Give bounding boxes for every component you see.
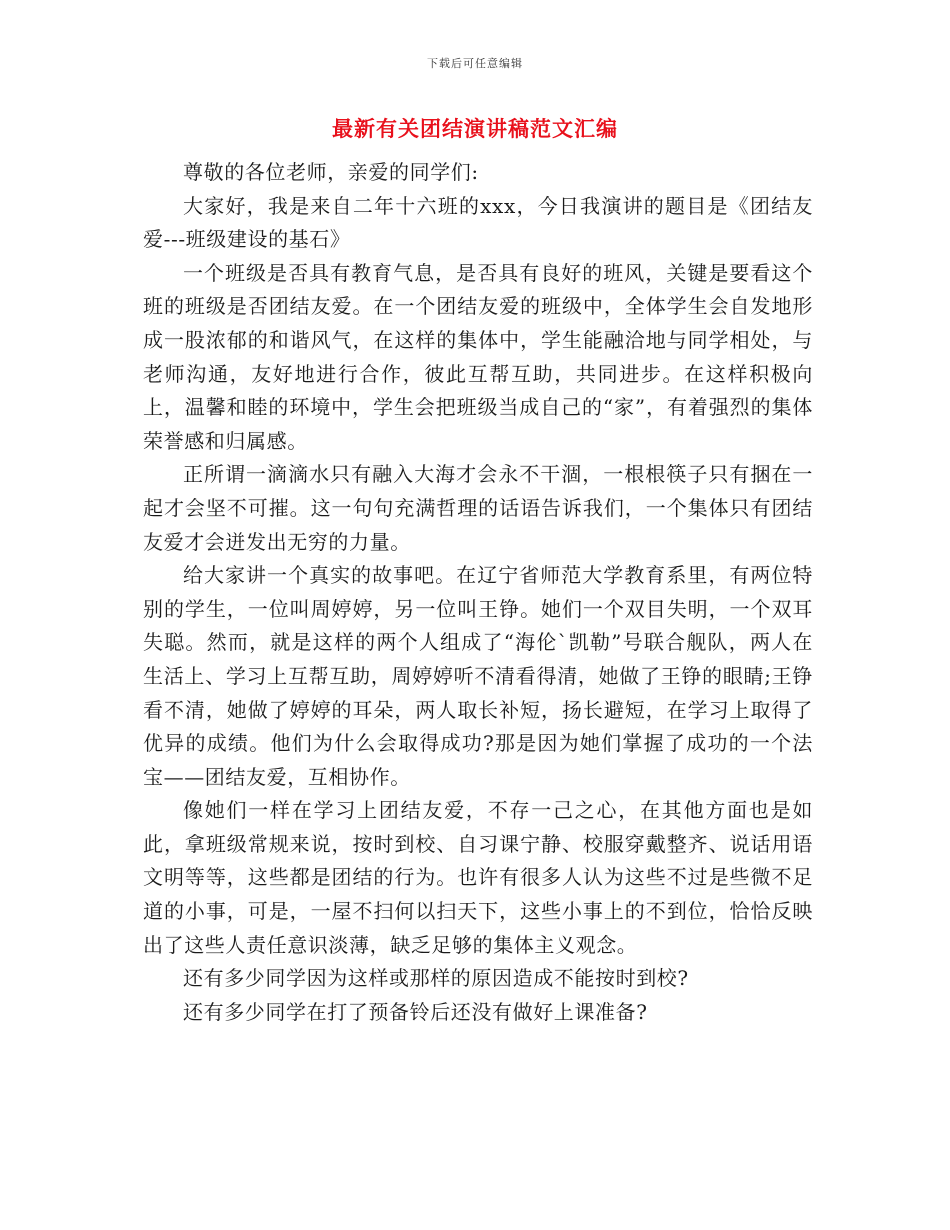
paragraph: 一个班级是否具有教育气息，是否具有良好的班风，关键是要看这个班的班级是否团结友爱。在一个团结友爱的班级中，全体学生会自发地形成一股浓郁的和谐风气，在这样的集体中，学生能融洽地与同学相处，与老师沟通，友好地进行合作，彼此互帮互助，共同进步。在这样积极向上，温馨和睦的环境中，学生会把班级当成自己的“家”，有着强烈的集体荣誉感和归属感。 — [143, 260, 813, 453]
header-note: 下载后可任意编辑 — [427, 57, 523, 70]
paragraph: 还有多少同学在打了预备铃后还没有做好上课准备? — [183, 999, 648, 1024]
paragraph: 正所谓一滴滴水只有融入大海才会永不干涸，一根根筷子只有捆在一起才会坚不可摧。这一句句充满哲理的话语告诉我们，一个集体只有团结友爱才会迸发出无穷的力量。 — [143, 462, 813, 554]
paragraph-greeting: 大家好，我是来自二年十六班的xxx，今日我演讲的题目是《团结友爱---班级建设的基石》 — [143, 193, 813, 252]
document-title: 最新有关团结演讲稿范文汇编 — [332, 116, 618, 141]
paragraph-salutation: 尊敬的各位老师，亲爱的同学们: — [183, 160, 479, 184]
paragraph: 像她们一样在学习上团结友爱，不存一己之心，在其他方面也是如此，拿班级常规来说，按时到校、自习课宁静、校服穿戴整齐、说话用语文明等等，这些都是团结的行为。也许有很多人认为这些不过是些微不足道的小事，可是，一屋不扫何以扫天下，这些小事上的不到位，恰恰反映出了这些人责任意识淡薄，缺乏足够的集体主义观念。 — [143, 798, 813, 957]
document-body — [143, 156, 813, 1029]
paragraph: 还有多少同学因为这样或那样的原因造成不能按时到校? — [183, 966, 689, 991]
paragraph: 给大家讲一个真实的故事吧。在辽宁省师范大学教育系里，有两位特别的学生，一位叫周婷婷，另一位叫王铮。她们一个双目失明，一个双耳失聪。然而，就是这样的两个人组成了“海伦`凯勒”号联合舰队，两人在生活上、学习上互帮互助，周婷婷听不清看得清，她做了王铮的眼睛;王铮看不清，她做了婷婷的耳朵，两人取长补短，扬长避短，在学习上取得了优异的成绩。他们为什么会取得成功?那是因为她们掌握了成功的一个法宝——团结友爱，互相协作。 — [143, 563, 813, 789]
